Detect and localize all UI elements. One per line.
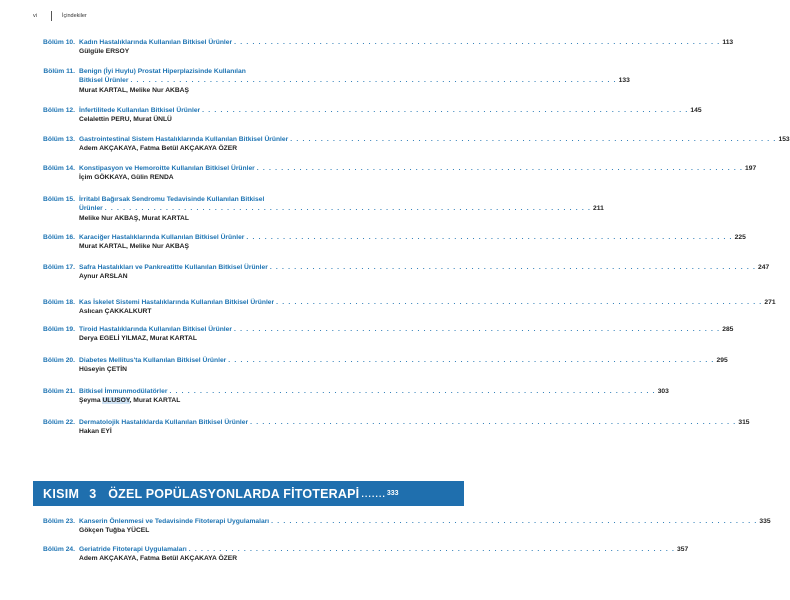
chapter-title[interactable]: Bitkisel İmmunmodülatörler bbox=[79, 388, 168, 395]
chapter-label: Bölüm 21. bbox=[43, 388, 75, 395]
chapter-authors: Murat KARTAL, Melike Nur AKBAŞ bbox=[79, 243, 189, 251]
chapter-authors: İçim GÖKKAYA, Gülin RENDA bbox=[79, 174, 174, 182]
chapter-title-line bbox=[79, 67, 441, 76]
chapter-page-number: 113 bbox=[722, 39, 734, 46]
chapter-body bbox=[79, 545, 689, 564]
chapter-authors: Gökçen Tuğba YÜCEL bbox=[79, 527, 150, 535]
author-text: Şeyma bbox=[79, 397, 103, 405]
header-divider bbox=[51, 11, 52, 21]
leader-dots: . . . . . . . . . . . . . . . . . . . . . . . . . . . . . . . . . . . . . . . . . . . . . . . . . . . . . . . . . . . . . . . . . . . . . . . . . . . . . . . . bbox=[276, 299, 763, 306]
chapter-page-number: 225 bbox=[734, 234, 746, 241]
chapter-title-line bbox=[79, 76, 630, 85]
leader-dots: . . . . . . . . . . . . . . . . . . . . . . . . . . . . . . . . . . . . . . . . . . . . . . . . . . . . . . . . . . . . . . . . . . . . . . . . . . . . . . . . bbox=[234, 39, 721, 46]
chapter-body bbox=[79, 164, 757, 183]
leader-dots: . . . . . . . . . . . . . . . . . . . . . . . . . . . . . . . . . . . . . . . . . . . . . . . . . . . . . . . . . . . . . . . . . . . . . . . . . . . . . . . . bbox=[202, 107, 689, 114]
chapter-body bbox=[79, 387, 669, 406]
chapter-title[interactable]: Ürünler bbox=[79, 205, 103, 213]
chapter-authors: Hüseyin ÇETİN bbox=[79, 366, 127, 374]
chapter-title-line bbox=[79, 387, 669, 396]
chapter-title-line bbox=[79, 517, 771, 526]
leader-dots: . . . . . . . . . . . . . . . . . . . . . . . . . . . . . . . . . . . . . . . . . . . . . . . . . . . . . . . . . . . . . . . . . . . . . . . . . . . . . . . . bbox=[169, 388, 656, 395]
chapter-authors: Hakan EYİ bbox=[79, 428, 112, 436]
chapter-title[interactable]: Geriatride Fitoterapi Uygulamaları bbox=[79, 546, 187, 553]
chapter-page-number: 315 bbox=[738, 419, 750, 426]
chapter-body bbox=[79, 325, 734, 344]
chapter-authors bbox=[79, 396, 441, 405]
page-number: vi bbox=[33, 13, 37, 19]
chapter-title-line bbox=[79, 195, 441, 204]
chapter-title-line bbox=[79, 38, 734, 47]
chapter-title-line bbox=[79, 356, 728, 365]
chapter-authors: Gülgüle ERSOY bbox=[79, 48, 130, 56]
chapter-title-line bbox=[79, 298, 776, 307]
chapter-page-number: 197 bbox=[745, 165, 757, 172]
leader-dots: . . . . . . . . . . . . . . . . . . . . . . . . . . . . . . . . . . . . . . . . . . . . . . . . . . . . . . . . . . . . . . . . . . . . . . . . . . . . . . . . bbox=[290, 136, 777, 143]
chapter-body bbox=[79, 195, 604, 223]
chapter-authors: Adem AKÇAKAYA, Fatma Betül AKÇAKAYA ÖZER bbox=[79, 555, 238, 563]
leader-dots: . . . . . . . . . . . . . . . . . . . . . . . . . . . . . . . . . . . . . . . . . . . . . . . . . . . . . . . . . . . . . . . . . . . . . . . . . . . . . . . . bbox=[104, 205, 592, 213]
chapter-page-number: 271 bbox=[764, 299, 776, 306]
chapter-title-line bbox=[79, 545, 689, 554]
leader-dots: . . . . . . . . . . . . . . . . . . . . . . . . . . . . . . . . . . . . . . . . . . . . . . . . . . . . . . . . . . . . . . . . . . . . . . . . . . . . . . . . bbox=[234, 326, 721, 333]
chapter-title[interactable]: Dermatolojik Hastalıklarda Kullanılan Bitkisel Ürünler bbox=[79, 419, 249, 426]
chapter-body bbox=[79, 356, 728, 375]
chapter-label: Bölüm 18. bbox=[43, 299, 75, 306]
chapter-body bbox=[79, 298, 776, 317]
chapter-authors: Adem AKÇAKAYA, Fatma Betül AKÇAKAYA ÖZER bbox=[79, 145, 238, 153]
chapter-authors: Derya EGELİ YILMAZ, Murat KARTAL bbox=[79, 335, 197, 343]
chapter-label: Bölüm 19. bbox=[43, 326, 75, 333]
chapter-authors: Celalettin PERU, Murat ÜNLÜ bbox=[79, 116, 172, 124]
chapter-title-line bbox=[79, 263, 770, 272]
chapter-authors: Melike Nur AKBAŞ, Murat KARTAL bbox=[79, 214, 189, 222]
chapter-title[interactable]: Tiroid Hastalıklarında Kullanılan Bitkisel Ürünler bbox=[79, 326, 232, 333]
chapter-page-number: 335 bbox=[759, 518, 771, 525]
author-text: , Murat KARTAL bbox=[129, 397, 181, 405]
chapter-body bbox=[79, 135, 790, 154]
leader-dots: . . . . . . . . . . . . . . . . . . . . . . . . . . . . . . . . . . . . . . . . . . . . . . . . . . . . . . . . . . . . . . . . . . . . . . . . . . . . . . . . bbox=[246, 234, 733, 241]
chapter-body bbox=[79, 263, 770, 282]
chapter-body bbox=[79, 418, 750, 437]
chapter-title[interactable]: İrritabl Bağırsak Sendromu Tedavisinde Kullanılan Bitkisel bbox=[79, 196, 265, 203]
leader-dots: . . . . . . . . . . . . . . . . . . . . . . . . . . . . . . . . . . . . . . . . . . . . . . . . . . . . . . . . . . . . . . . . . . . . . . . . . . . . . . . . bbox=[271, 518, 758, 525]
chapter-title[interactable]: Kas İskelet Sistemi Hastalıklarında Kullanılan Bitkisel Ürünler bbox=[79, 299, 275, 306]
chapter-title[interactable]: Bitkisel Ürünler bbox=[79, 77, 129, 85]
leader-dots: . . . . . . . . . . . . . . . . . . . . . . . . . . . . . . . . . . . . . . . . . . . . . . . . . . . . . . . . . . . . . . . . . . . . . . . . . . . . . . . . bbox=[130, 77, 617, 85]
chapter-title[interactable]: Benign (İyi Huylu) Prostat Hiperplazisinde Kullanılan bbox=[79, 68, 246, 75]
leader-dots: . . . . . . . . . . . . . . . . . . . . . . . . . . . . . . . . . . . . . . . . . . . . . . . . . . . . . . . . . . . . . . . . . . . . . . . . . . . . . . . . bbox=[250, 419, 737, 426]
chapter-page-number: 133 bbox=[618, 77, 630, 85]
part-number: 3 bbox=[89, 486, 97, 501]
chapter-title[interactable]: Konstipasyon ve Hemoroitte Kullanılan Bitkisel Ürünler bbox=[79, 165, 255, 172]
chapter-label: Bölüm 16. bbox=[43, 234, 75, 241]
chapter-page-number: 285 bbox=[722, 326, 734, 333]
chapter-label: Bölüm 24. bbox=[43, 546, 75, 553]
chapter-title[interactable]: Safra Hastalıkları ve Pankreatitte Kullanılan Bitkisel Ürünler bbox=[79, 264, 268, 271]
chapter-page-number: 303 bbox=[657, 388, 669, 395]
chapter-title-line bbox=[79, 204, 604, 213]
chapter-body bbox=[79, 517, 771, 536]
leader-dots: . . . . . . . . . . . . . . . . . . . . . . . . . . . . . . . . . . . . . . . . . . . . . . . . . . . . . . . . . . . . . . . . . . . . . . . . . . . . . . . . bbox=[228, 357, 715, 364]
chapter-title[interactable]: Karaciğer Hastalıklarında Kullanılan Bitkisel Ürünler bbox=[79, 234, 245, 241]
chapter-label: Bölüm 11. bbox=[43, 68, 75, 75]
chapter-page-number: 211 bbox=[593, 205, 604, 213]
part-banner bbox=[33, 481, 464, 506]
chapter-authors: Aslıcan ÇAKKALKURT bbox=[79, 308, 152, 316]
chapter-label: Bölüm 17. bbox=[43, 264, 75, 271]
chapter-title[interactable]: Diabetes Mellitus'ta Kullanılan Bitkisel Ürünler bbox=[79, 357, 227, 364]
part-title: ÖZEL POPÜLASYONLARDA FİTOTERAPİ bbox=[108, 486, 360, 501]
chapter-page-number: 145 bbox=[690, 107, 702, 114]
chapter-page-number: 153 bbox=[778, 136, 790, 143]
part-page-number: 333 bbox=[386, 490, 399, 497]
chapter-title[interactable]: İnfertilitede Kullanılan Bitkisel Ürünler bbox=[79, 107, 201, 114]
chapter-title-line bbox=[79, 135, 790, 144]
chapter-label: Bölüm 15. bbox=[43, 196, 75, 203]
chapter-label: Bölüm 14. bbox=[43, 165, 75, 172]
chapter-authors: Aynur ARSLAN bbox=[79, 273, 128, 281]
chapter-label: Bölüm 12. bbox=[43, 107, 75, 114]
chapter-title-line bbox=[79, 106, 702, 115]
chapter-authors: Murat KARTAL, Melike Nur AKBAŞ bbox=[79, 86, 189, 94]
leader-dots: . . . . . . . . . . . . . . . . . . . . . . . . . . . . . . . . . . . . . . . . . . . . . . . . . . . . . . . . . . . . . . . . . . . . . . . . . . . . . . . . bbox=[256, 165, 744, 172]
chapter-body bbox=[79, 106, 702, 125]
leader-dots: . . . . . . . . . . . . . . . . . . . . . . . . . . . . . . . . . . . . . . . . . . . . . . . . . . . . . . . . . . . . . . . . . . . . . . . . . . . . . . . . bbox=[269, 264, 757, 271]
chapter-page-number: 357 bbox=[677, 546, 689, 553]
leader-dots: . . . . . . . . . . . . . . . . . . . . . . . . . . . . . . . . . . . . . . . . . . . . . . . . . . . . . . . . . . . . . . . . . . . . . . . . . . . . . . . . bbox=[188, 546, 676, 553]
chapter-title[interactable]: Kanserin Önlenmesi ve Tedavisinde Fitoterapi Uygulamaları bbox=[79, 518, 270, 525]
chapter-page-number: 295 bbox=[716, 357, 728, 364]
chapter-page-number: 247 bbox=[758, 264, 770, 271]
part-leader-dots: ....... bbox=[361, 488, 386, 499]
chapter-title-line bbox=[79, 325, 734, 334]
chapter-title-line bbox=[79, 164, 757, 173]
chapter-body bbox=[79, 38, 734, 57]
chapter-title[interactable]: Gastrointestinal Sistem Hastalıklarında Kullanılan Bitkisel Ürünler bbox=[79, 136, 289, 143]
part-label: KISIM bbox=[43, 486, 80, 501]
chapter-label: Bölüm 23. bbox=[43, 518, 75, 525]
chapter-title-line bbox=[79, 233, 746, 242]
chapter-title[interactable]: Kadın Hastalıklarında Kullanılan Bitkisel Ürünler bbox=[79, 39, 233, 46]
chapter-body bbox=[79, 67, 630, 95]
chapter-label: Bölüm 20. bbox=[43, 357, 75, 364]
chapter-label: Bölüm 13. bbox=[43, 136, 75, 143]
running-header bbox=[33, 11, 87, 21]
chapter-label: Bölüm 22. bbox=[43, 419, 75, 426]
highlighted-author: ULUSOY bbox=[102, 397, 130, 405]
chapter-body bbox=[79, 233, 746, 252]
section-title: İçindekiler bbox=[62, 13, 87, 19]
chapter-label: Bölüm 10. bbox=[43, 39, 75, 46]
chapter-title-line bbox=[79, 418, 750, 427]
